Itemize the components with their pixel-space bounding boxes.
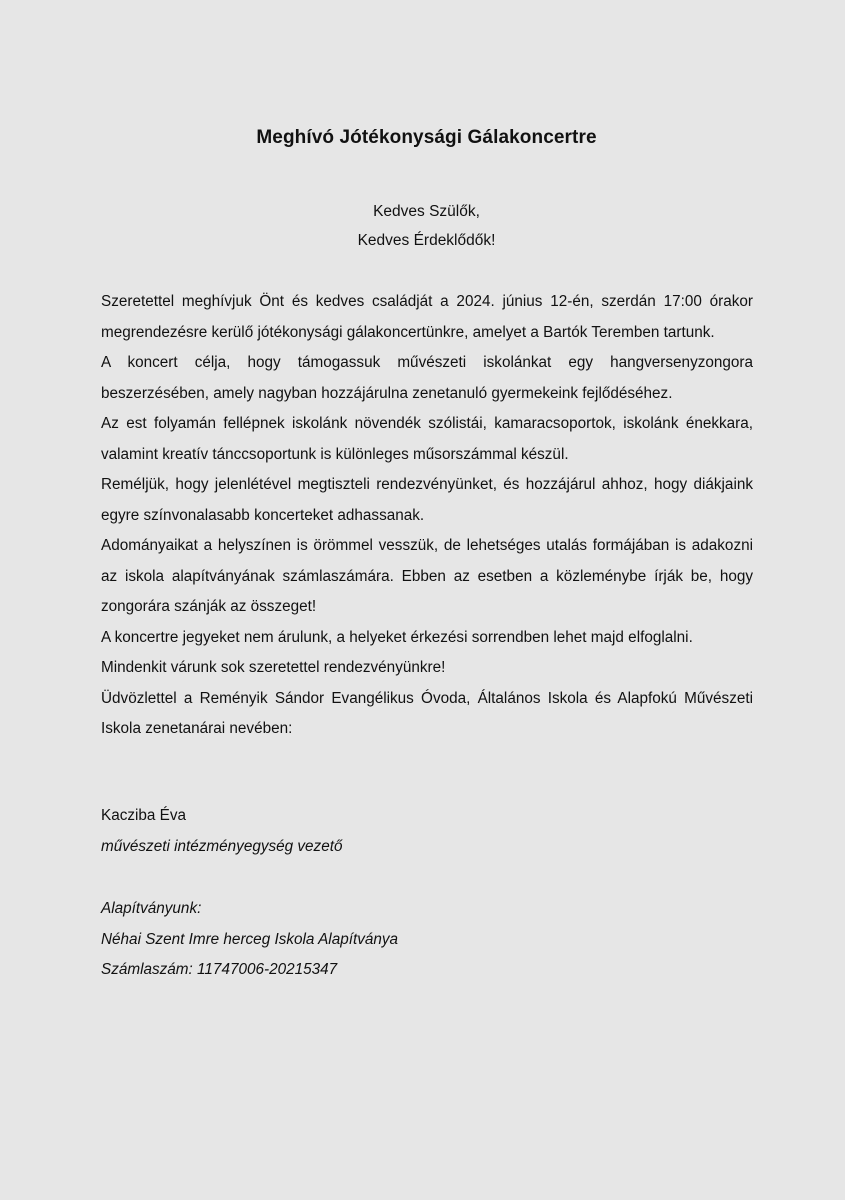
paragraph-invitation: Szeretettel meghívjuk Önt és kedves családját a 2024. június 12-én, szerdán 17:00 órakor megrendezésre kerülő jótékonysági gálakoncertünkre, amelyet a Bartók Teremben tartunk. — [101, 293, 753, 341]
foundation-block — [101, 894, 753, 986]
paragraph-tickets: A koncertre jegyeket nem árulunk, a helyeket érkezési sorrendben lehet majd elfoglalni. — [101, 628, 693, 646]
signature-role: művészeti intézményegység vezető — [101, 837, 343, 855]
salutation-line-2: Kedves Érdeklődők! — [357, 232, 496, 249]
letter-body — [101, 287, 753, 745]
salutation-line-1: Kedves Szülők, — [373, 203, 480, 220]
salutation — [0, 197, 845, 255]
signature-name: Kacziba Éva — [101, 807, 187, 824]
paragraph-purpose: A koncert célja, hogy támogassuk művészeti iskolánkat egy hangversenyzongora beszerzésében, amely nagyban hozzájárulna zenetanuló gyermekeink fejlődéséhez. — [101, 354, 753, 402]
signature-block — [101, 801, 753, 862]
foundation-name: Néhai Szent Imre herceg Iskola Alapítványa — [101, 930, 399, 948]
paragraph-closing: Üdvözlettel a Reményik Sándor Evangélikus Óvoda, Általános Iskola és Alapfokú Művészeti Iskola zenetanárai nevében: — [101, 689, 753, 737]
paragraph-performers: Az est folyamán fellépnek iskolánk növendék szólistái, kamaracsoportok, iskolánk énekkara, valamint kreatív tánccsoportunk is különleges műsorszámmal készül. — [101, 415, 753, 463]
foundation-heading: Alapítványunk: — [101, 900, 202, 917]
page-title: Meghívó Jótékonysági Gálakoncertre — [256, 127, 597, 148]
paragraph-donations: Adományaikat a helyszínen is örömmel vesszük, de lehetséges utalás formájában is adakozni az iskola alapítványának számlaszámára. Ebben az esetben a közleménybe írják be, hogy zongorára szánják az összeget! — [101, 537, 753, 615]
paragraph-welcome: Mindenkit várunk sok szeretettel rendezvényünkre! — [101, 659, 446, 676]
foundation-account: Számlaszám: 11747006-20215347 — [101, 961, 338, 978]
paragraph-hope: Reméljük, hogy jelenlétével megtiszteli rendezvényünket, és hozzájárul ahhoz, hogy diákjaink egyre színvonalasabb koncerteket adhassanak. — [101, 476, 753, 524]
